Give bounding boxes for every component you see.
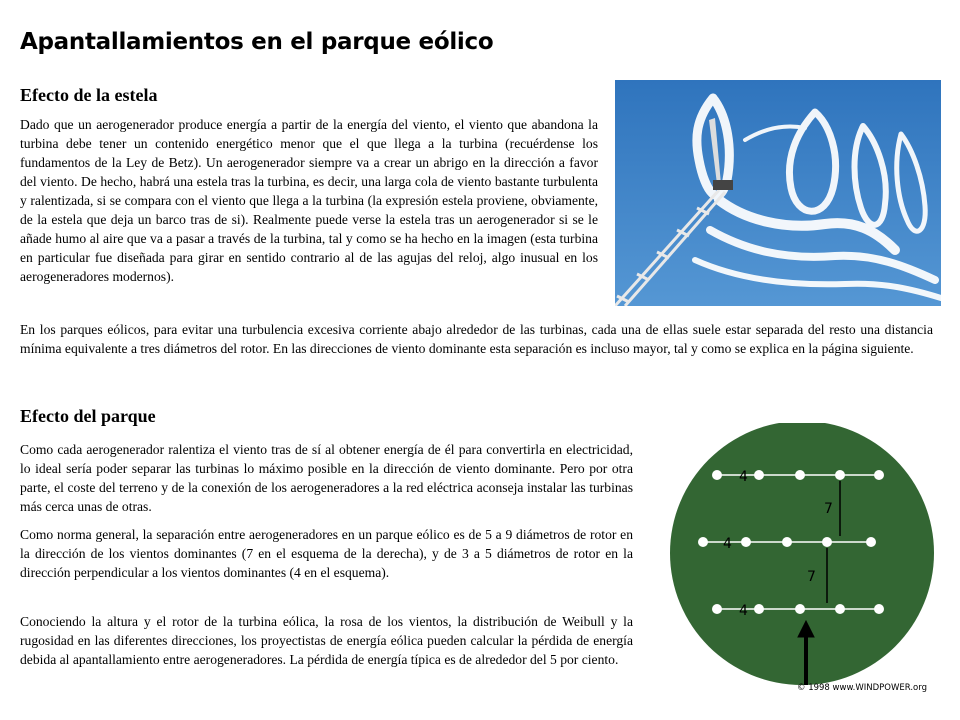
wake-smoke-photo (615, 80, 941, 306)
park-area (670, 423, 934, 685)
section-heading-wake: Efecto de la estela (20, 85, 158, 105)
row-label-1: 4 (739, 469, 748, 485)
wake-paragraph-2: En los parques eólicos, para evitar una turbulencia excesiva corriente abajo alrededor de las turbinas, cada una de ellas suele estar separada del resto una distancia mínima equivalente a tres diámetros del rotor. En las direcciones de viento dominante esta separación es incluso mayor, tal y como se explica en la página siguiente. (20, 322, 933, 356)
wind-park-diagram (667, 423, 947, 699)
row-label-3: 4 (739, 603, 748, 619)
park-paragraph-1: Como cada aerogenerador ralentiza el viento tras de sí al obtener energía de él para convertirla en electricidad, lo ideal sería poder separar las turbinas lo máximo posible en la dirección de viento dominante. Pero por otra parte, el coste del terreno y de la conexión de los aerogeneradores a la red eléctrica aconseja instalar las turbinas más cerca unas de otras. (20, 442, 633, 514)
spacing-label-2: 7 (807, 569, 816, 585)
diagram-copyright: © 1998 www.WINDPOWER.org (797, 683, 927, 693)
sky (615, 80, 941, 306)
turbine-nacelle (713, 180, 733, 190)
wake-paragraph-1: Dado que un aerogenerador produce energía a partir de la energía del viento, el viento que abandona la turbina debe tener un contenido energético menor que el que llega a la turbina (recuérdense los fundamentos de la Ley de Betz). Un aerogenerador siempre va a crear un abrigo en la dirección a favor del viento. De hecho, habrá una estela tras la turbina, es decir, una larga cola de viento bastante turbulenta y ralentizada, si se compara con el viento que llega a la turbina (la expresión estela proviene, obviamente, de la estela que deja un barco tras de si). Realmente puede verse la estela tras un aerogenerador si se le añade humo al aire que va a pasar a través de la turbina, tal y como se ha hecho en la imagen (esta turbina en particular fue diseñada para girar en sentido contrario al de las agujas del reloj, algo inusual en los aerogeneradores modernos). (20, 117, 598, 284)
row-label-2: 4 (723, 536, 732, 552)
park-paragraph-3: Conociendo la altura y el rotor de la turbina eólica, la rosa de los vientos, la distribución de Weibull y la rugosidad en las diferentes direcciones, los proyectistas de energía eólica pueden calcular la pérdida de energía debida al apantallamiento entre aerogeneradores. La pérdida de energía típica es de alrededor del 5 por ciento. (20, 614, 633, 667)
spacing-label-1: 7 (824, 501, 833, 517)
page-title: Apantallamientos en el parque eólico (20, 29, 494, 55)
section-heading-park: Efecto del parque (20, 406, 156, 426)
park-paragraph-2: Como norma general, la separación entre aerogeneradores en un parque eólico es de 5 a 9 diámetros de rotor en la dirección de los vientos dominantes (7 en el esquema de la derecha), y de 3 a 5 diámetros de rotor en la dirección perpendicular a los vientos dominantes (4 en el esquema). (20, 527, 633, 580)
